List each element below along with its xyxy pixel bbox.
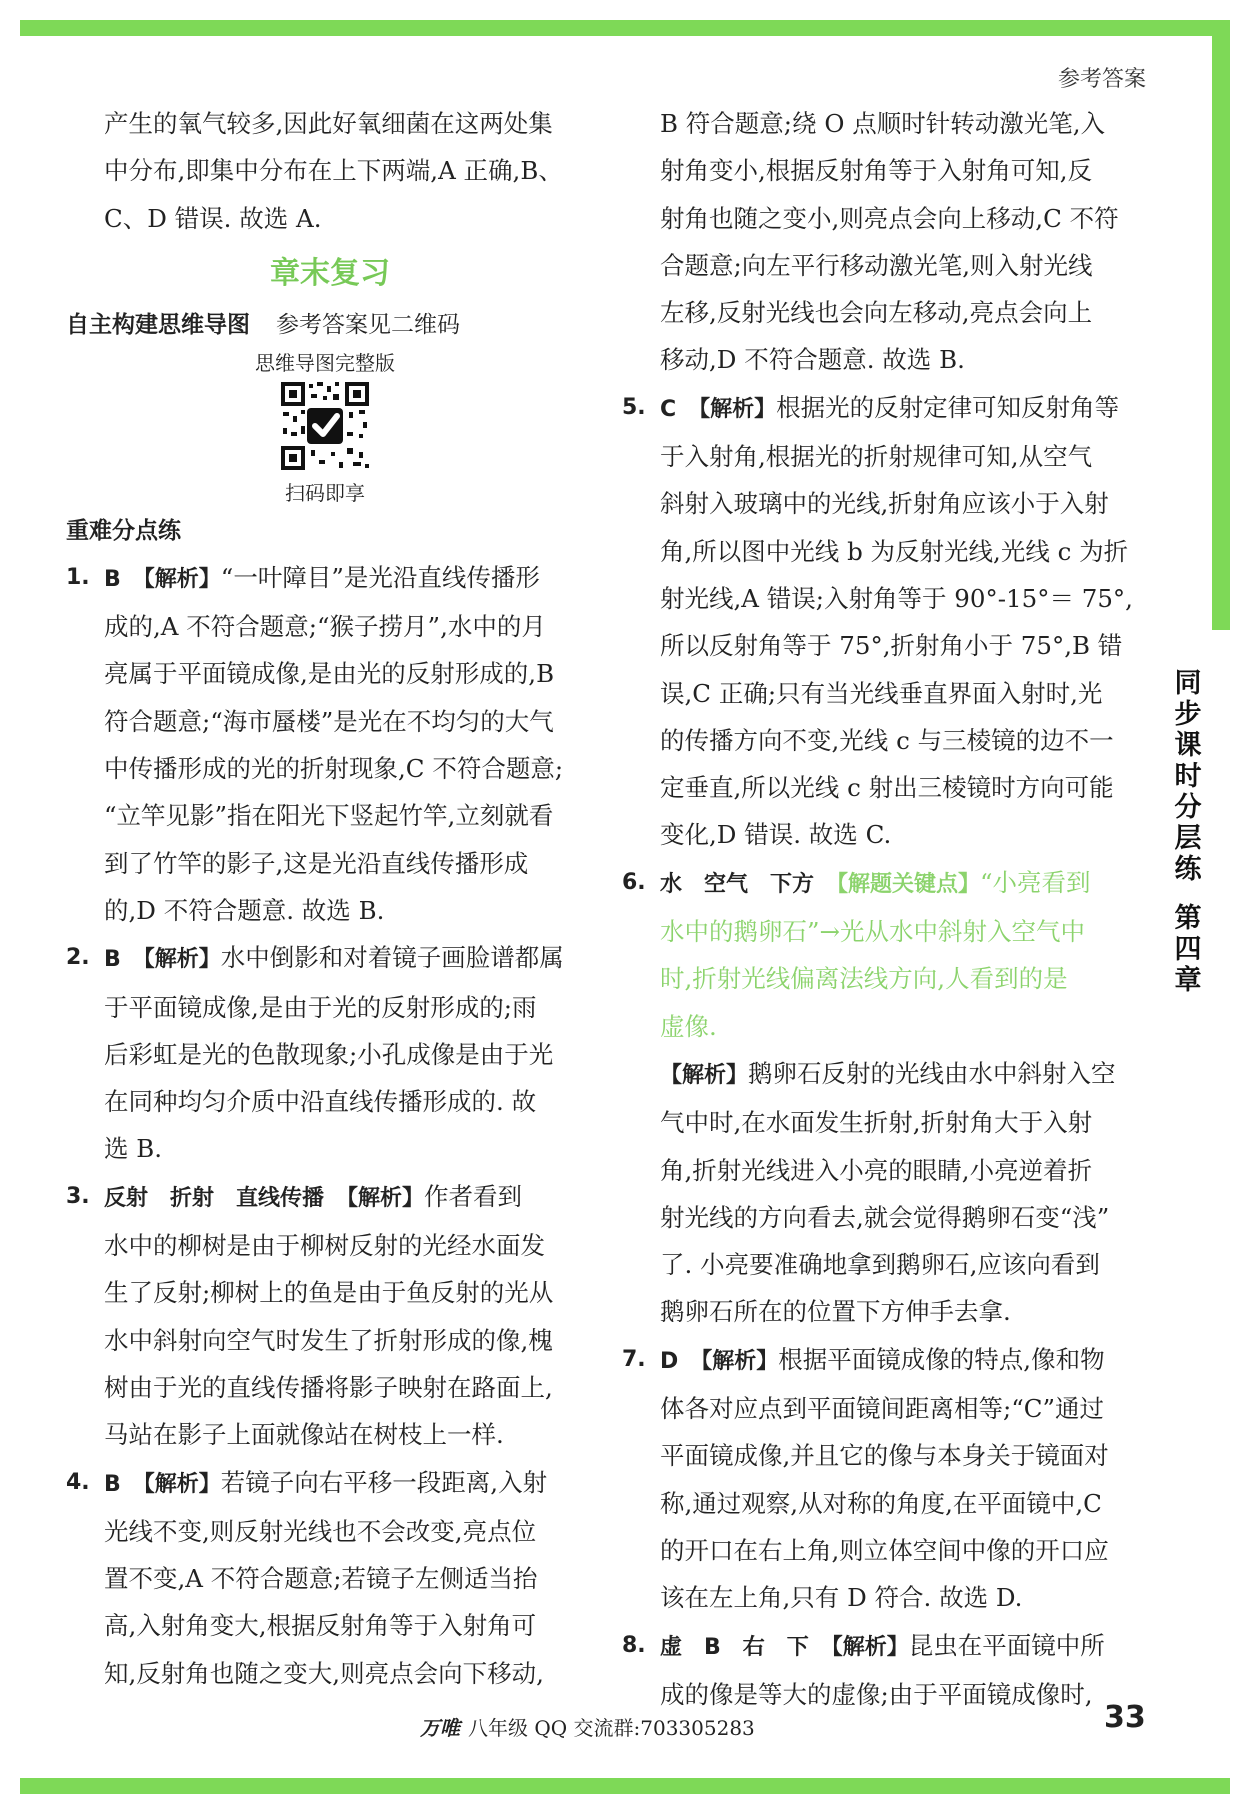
left-column	[66, 100, 594, 1697]
intro-line: 产生的氧气较多,因此好氧细菌在这两处集	[104, 109, 553, 138]
explanation-line: 于平面镜成像,是由于光的反射形成的;雨	[104, 992, 537, 1022]
explanation-line: 定垂直,所以光线 c 射出三棱镜时方向可能	[660, 773, 1114, 803]
explanation-line: 根据平面镜成像的特点,像和物	[778, 1344, 1105, 1374]
answer: 水 空气 下方	[660, 871, 815, 897]
side-char: 同	[1174, 668, 1202, 699]
explanation-line: 中传播形成的光的折射现象,C 不符合题意;	[104, 754, 564, 784]
question-item	[66, 1173, 594, 1222]
explanation-line: 变化,D 错误. 故选 C.	[660, 820, 892, 850]
explanation-line: 高,入射角变大,根据反射角等于入射角可	[104, 1611, 537, 1641]
side-gap	[1168, 885, 1208, 903]
explanation-line: 亮属于平面镜成像,是由光的反射形成的,B	[104, 659, 555, 689]
intro-line: C、D 错误. 故选 A.	[104, 203, 322, 233]
answer: D	[660, 1348, 679, 1374]
analysis-tag: 【解析】	[132, 947, 221, 973]
continuation-line: 左移,反射光线也会向左移动,亮点会向上	[660, 298, 1093, 328]
explanation-line: 该在左上角,只有 D 符合. 故选 D.	[660, 1583, 1023, 1613]
question-item	[622, 384, 1150, 433]
explanation-line: 树由于光的直线传播将影子映射在路面上,	[104, 1372, 553, 1402]
right-column	[622, 100, 1150, 1718]
side-char: 章	[1174, 965, 1202, 996]
explanation-line: 所以反射角等于 75°,折射角小于 75°,B 错	[660, 631, 1123, 661]
explanation-line: 斜射入玻璃中的光线,折射角应该小于入射	[660, 489, 1109, 519]
side-char: 四	[1174, 934, 1202, 965]
analysis-line	[622, 1050, 1150, 1099]
continuation-line: 射角也随之变小,则亮点会向上移动,C 不符	[660, 203, 1119, 233]
answer: 虚 B 右 下	[660, 1634, 809, 1660]
answer: 反射 折射 直线传播	[104, 1185, 325, 1211]
header-label: 参考答案	[1057, 67, 1146, 92]
continuation-line: 射角变小,根据反射角等于入射角可知,反	[660, 156, 1093, 186]
explanation-line: 角,折射光线进入小亮的眼睛,小亮逆着折	[660, 1155, 1093, 1185]
explanation-line: 置不变,A 不符合题意;若镜子左侧适当抬	[104, 1564, 538, 1594]
explanation-line: 的传播方向不变,光线 c 与三棱镜的边不一	[660, 725, 1114, 755]
continuation-line: B 符合题意;绕 O 点顺时针转动激光笔,入	[660, 109, 1105, 138]
section-title: 章末复习	[270, 255, 390, 291]
answer: B	[104, 1471, 121, 1497]
key-point-line: 虚像.	[660, 1011, 717, 1041]
side-chapter-label	[1168, 668, 1208, 996]
key-point-line: “小亮看到	[980, 867, 1091, 897]
question-number: 2.	[66, 945, 90, 971]
analysis-tag: 【解析】	[132, 1471, 221, 1497]
explanation-line: 成的像是等大的虚像;由于平面镜成像时,	[660, 1679, 1093, 1709]
explanation-line: 知,反射角也随之变大,则亮点会向下移动,	[104, 1658, 544, 1688]
answer: B	[104, 947, 121, 973]
explanation-line: “一叶障目”是光沿直线传播形	[220, 562, 540, 592]
explanation-line: 鹅卵石反射的光线由水中斜射入空	[748, 1058, 1116, 1088]
analysis-tag: 【解析】	[690, 1348, 779, 1374]
question-number: 8.	[622, 1632, 646, 1658]
footer-text: 八年级 QQ 交流群:703305283	[468, 1716, 755, 1740]
question-number: 3.	[66, 1183, 90, 1209]
explanation-line: 成的,A 不符合题意;“猴子捞月”,水中的月	[104, 612, 546, 642]
key-point-line: 水中的鹅卵石”→光从水中斜射入空气中	[660, 917, 1086, 947]
explanation-line: 射光线,A 错误;入射角等于 90°-15°＝ 75°,	[660, 583, 1133, 613]
explanation-line: 根据光的反射定律可知反射角等	[776, 392, 1120, 422]
side-char: 练	[1174, 854, 1202, 885]
side-char: 分	[1174, 792, 1202, 823]
explanation-line: 光线不变,则反射光线也不会改变,亮点位	[104, 1516, 537, 1546]
explanation-line: “立竿见影”指在阳光下竖起竹竿,立刻就看	[104, 801, 554, 831]
question-item	[622, 1336, 1150, 1385]
continuation-line: 合题意;向左平行移动激光笔,则入射光线	[660, 250, 1093, 280]
footer	[420, 1712, 755, 1741]
explanation-line: 的开口在右上角,则立体空间中像的开口应	[660, 1535, 1109, 1565]
mind-map-note: 参考答案见二维码	[276, 311, 460, 338]
explanation-line: 射光线的方向看去,就会觉得鹅卵石变“浅”	[660, 1202, 1110, 1232]
page-number: 33	[1104, 1700, 1146, 1735]
explanation-line: 于入射角,根据光的折射规律可知,从空气	[660, 442, 1093, 472]
explanation-line: 体各对应点到平面镜间距离相等;“C”通过	[660, 1394, 1105, 1424]
explanation-line: 后彩虹是光的色散现象;小孔成像是由于光	[104, 1039, 554, 1069]
question-item	[622, 859, 1150, 908]
answer: C	[660, 396, 677, 422]
explanation-line: 若镜子向右平移一段距离,入射	[220, 1467, 548, 1497]
side-char: 第	[1174, 903, 1202, 934]
question-number: 1.	[66, 564, 90, 590]
question-number: 7.	[622, 1346, 646, 1372]
explanation-line: 在同种均匀介质中沿直线传播形成的. 故	[104, 1087, 537, 1117]
analysis-tag: 【解析】	[660, 1062, 749, 1088]
right-color-band	[1212, 20, 1230, 630]
side-char: 步	[1174, 699, 1202, 730]
key-point-tag: 【解题关键点】	[826, 871, 981, 897]
top-color-band	[20, 20, 1230, 36]
analysis-tag: 【解析】	[688, 396, 777, 422]
explanation-line: 了. 小亮要准确地拿到鹅卵石,应该向看到	[660, 1250, 1100, 1280]
question-item	[622, 1622, 1150, 1671]
question-item	[66, 934, 594, 983]
key-point-line: 时,折射光线偏离法线方向,人看到的是	[660, 964, 1068, 994]
answer: B	[104, 566, 121, 592]
mind-map-heading-text: 自主构建思维导图	[66, 311, 250, 338]
question-item	[66, 554, 594, 603]
explanation-line: 符合题意;“海市蜃楼”是光在不均匀的大气	[104, 706, 554, 736]
question-number: 6.	[622, 869, 646, 895]
explanation-line: 平面镜成像,并且它的像与本身关于镜面对	[660, 1441, 1109, 1471]
explanation-line: 到了竹竿的影子,这是光沿直线传播形成	[104, 848, 529, 878]
question-item	[66, 1459, 594, 1508]
analysis-tag: 【解析】	[336, 1185, 425, 1211]
qr-caption-top: 思维导图完整版	[255, 350, 395, 375]
explanation-line: 角,所以图中光线 b 为反射光线,光线 c 为折	[660, 536, 1129, 566]
side-char: 课	[1174, 730, 1202, 761]
bottom-color-band	[20, 1778, 1230, 1794]
explanation-line: 昆虫在平面镜中所	[908, 1630, 1105, 1660]
explanation-line: 水中倒影和对着镜子画脸谱都属	[220, 943, 564, 973]
side-char: 时	[1174, 761, 1202, 792]
explanation-line: 误,C 正确;只有当光线垂直界面入射时,光	[660, 678, 1103, 708]
qr-block	[56, 348, 594, 508]
qr-caption-bottom: 扫码即享	[285, 480, 365, 505]
explanation-line: 称,通过观察,从对称的角度,在平面镜中,C	[660, 1488, 1102, 1518]
intro-line: 中分布,即集中分布在上下两端,A 正确,B、	[104, 156, 563, 186]
side-char: 层	[1174, 823, 1202, 854]
explanation-line: 生了反射;柳树上的鱼是由于鱼反射的光从	[104, 1278, 554, 1308]
practice-heading: 重难分点练	[66, 517, 181, 544]
question-number: 4.	[66, 1469, 90, 1495]
explanation-line: 鹅卵石所在的位置下方伸手去拿.	[660, 1297, 1011, 1327]
mind-map-heading	[66, 302, 594, 348]
qr-code-icon[interactable]	[279, 380, 371, 476]
analysis-tag: 【解析】	[132, 566, 221, 592]
analysis-tag: 【解析】	[820, 1634, 909, 1660]
brand-logo: 万唯	[420, 1716, 460, 1740]
explanation-line: 气中时,在水面发生折射,折射角大于入射	[660, 1108, 1093, 1138]
explanation-line: 水中的柳树是由于柳树反射的光经水面发	[104, 1231, 545, 1261]
explanation-line: 作者看到	[424, 1181, 523, 1211]
continuation-line: 移动,D 不符合题意. 故选 B.	[660, 345, 965, 375]
explanation-line: 马站在影子上面就像站在树枝上一样.	[104, 1420, 504, 1450]
explanation-line: 水中斜射向空气时发生了折射形成的像,槐	[104, 1325, 553, 1355]
question-number: 5.	[622, 394, 646, 420]
explanation-line: 的,D 不符合题意. 故选 B.	[104, 895, 385, 925]
explanation-line: 选 B.	[104, 1134, 163, 1164]
